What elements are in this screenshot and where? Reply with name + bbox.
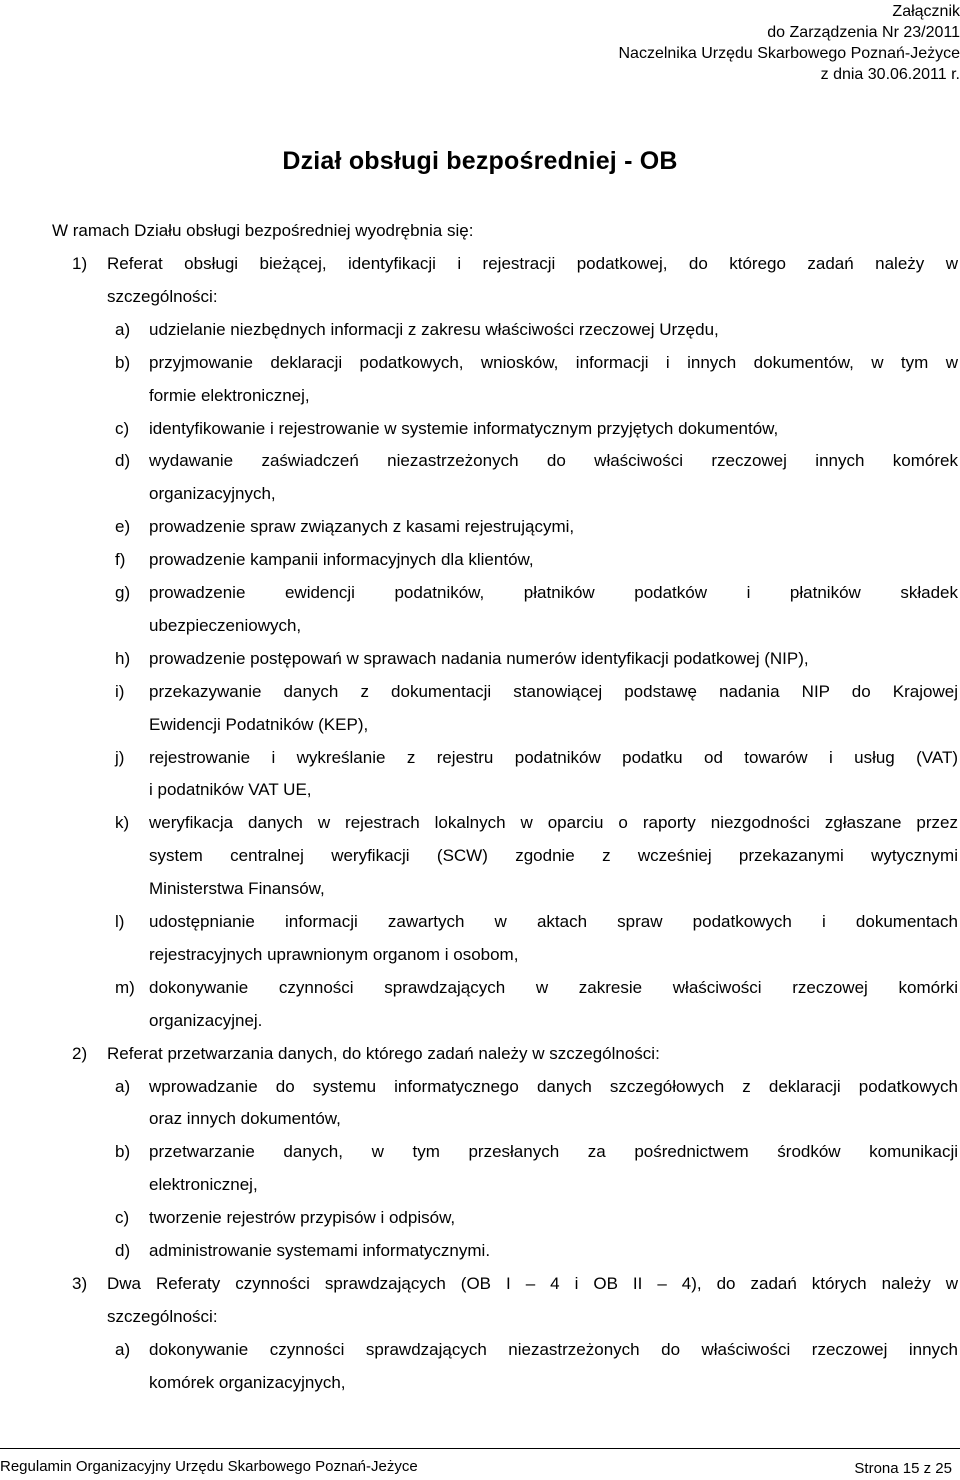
list-item-letter: a) bbox=[115, 1076, 131, 1096]
section-heading-line: Referat przetwarzania danych, do którego zadań należy w szczególności: bbox=[107, 1043, 660, 1063]
list-item-line: i podatników VAT UE, bbox=[149, 780, 312, 800]
list-item-line: komórek organizacyjnych, bbox=[149, 1372, 346, 1392]
list-item-line: rejestracyjnych uprawnionym organom i osobom, bbox=[149, 944, 519, 964]
list-item-line: ubezpieczeniowych, bbox=[149, 615, 302, 635]
list-item-line: organizacyjnej. bbox=[149, 1010, 263, 1030]
list-item-letter: b) bbox=[115, 352, 131, 372]
list-item-letter: d) bbox=[115, 1241, 131, 1260]
list-item-line: udzielanie niezbędnych informacji z zakresu właściwości rzeczowej Urzędu, bbox=[149, 319, 719, 339]
list-item-line: organizacyjnych, bbox=[149, 484, 276, 504]
list-item-letter: e) bbox=[115, 517, 131, 537]
page-title: Dział obsługi bezpośredniej - OB bbox=[282, 147, 678, 175]
header-line-4: z dnia 30.06.2011 r. bbox=[820, 66, 960, 83]
list-item-line: wydawanie zaświadczeń niezastrzeżonych do właściwości rzeczowej innych komórek bbox=[149, 451, 958, 471]
list-item-line: udostępnianie informacji zawartych w aktach spraw podatkowych i dokumentach bbox=[149, 912, 958, 931]
list-item-line: przyjmowanie deklaracji podatkowych, wniosków, informacji i innych dokumentów, w tym w bbox=[149, 352, 958, 372]
intro-paragraph: W ramach Działu obsługi bezpośredniej wyodrębnia się: bbox=[52, 221, 474, 240]
list-item-line: administrowanie systemami informatycznymi. bbox=[149, 1241, 491, 1260]
list-item-line: przekazywanie danych z dokumentacji stanowiącej podstawę nadania NIP do Krajowej bbox=[149, 681, 958, 701]
list-item-line: dokonywanie czynności sprawdzających niezastrzeżonych do właściwości rzeczowej innych bbox=[149, 1339, 958, 1359]
list-item-letter: l) bbox=[115, 912, 125, 931]
list-item-line: formie elektronicznej, bbox=[149, 385, 310, 405]
header-line-1: Załącznik bbox=[892, 3, 960, 20]
list-item-line: Ewidencji Podatników (KEP), bbox=[149, 714, 369, 734]
list-item-letter: d) bbox=[115, 451, 131, 471]
list-item-line: przetwarzanie danych, w tym przesłanych za pośrednictwem środków komunikacji bbox=[149, 1142, 958, 1162]
list-item-letter: c) bbox=[115, 1208, 130, 1228]
list-item-letter: f) bbox=[115, 550, 126, 570]
list-item-line: dokonywanie czynności sprawdzających w zakresie właściwości rzeczowej komórki bbox=[149, 977, 958, 997]
section-number: 1) bbox=[72, 254, 88, 273]
list-item-line: identyfikowanie i rejestrowanie w systemie informatycznym przyjętych dokumentów, bbox=[149, 418, 779, 438]
list-item-letter: a) bbox=[115, 1339, 131, 1359]
list-item-line: wprowadzanie do systemu informatycznego danych szczegółowych z deklaracji podatkowych bbox=[149, 1076, 958, 1096]
list-item-line: prowadzenie spraw związanych z kasami rejestrującymi, bbox=[149, 517, 575, 537]
footer-document-name: Regulamin Organizacyjny Urzędu Skarbowego Poznań-Jeżyce bbox=[0, 1458, 418, 1475]
list-item-letter: b) bbox=[115, 1142, 131, 1162]
list-item-letter: k) bbox=[115, 813, 130, 833]
list-item-letter: h) bbox=[115, 648, 131, 668]
list-item-letter: m) bbox=[115, 977, 135, 997]
list-item-line: oraz innych dokumentów, bbox=[149, 1109, 341, 1129]
list-item-line: prowadzenie postępowań w sprawach nadania numerów identyfikacji podatkowej (NIP), bbox=[149, 648, 809, 668]
list-item-line: prowadzenie kampanii informacyjnych dla klientów, bbox=[149, 550, 534, 570]
document-header bbox=[618, 0, 960, 85]
list-item-letter: c) bbox=[115, 418, 130, 438]
header-line-3: Naczelnika Urzędu Skarbowego Poznań-Jeżyce bbox=[618, 45, 960, 62]
section-heading-line: Dwa Referaty czynności sprawdzających (OB I – 4 i OB II – 4), do zadań których należy w bbox=[107, 1273, 958, 1293]
footer-page-number: Strona 15 z 25 bbox=[854, 1460, 952, 1477]
list-item-line: elektronicznej, bbox=[149, 1175, 258, 1195]
list-item-line: rejestrowanie i wykreślanie z rejestru podatników podatku od towarów i usług (VAT) bbox=[149, 747, 958, 767]
header-line-2: do Zarządzenia Nr 23/2011 bbox=[767, 24, 960, 41]
footer-divider bbox=[0, 1448, 960, 1449]
section-number: 2) bbox=[72, 1043, 88, 1063]
list-item-letter: g) bbox=[115, 583, 131, 602]
list-item-line: tworzenie rejestrów przypisów i odpisów, bbox=[149, 1208, 456, 1228]
list-item-letter: j) bbox=[115, 747, 125, 767]
list-item-line: Ministerstwa Finansów, bbox=[149, 879, 325, 899]
list-item-line: prowadzenie ewidencji podatników, płatników podatków i płatników składek bbox=[149, 583, 958, 602]
list-item-letter: i) bbox=[115, 681, 125, 701]
section-heading-line: Referat obsługi bieżącej, identyfikacji i rejestracji podatkowej, do którego zadań należy w bbox=[107, 254, 958, 273]
section-heading-line: szczególności: bbox=[107, 1306, 218, 1326]
list-item-line: system centralnej weryfikacji (SCW) zgodnie z wcześniej przekazanymi wytycznymi bbox=[149, 846, 958, 866]
section-heading-line: szczególności: bbox=[107, 286, 218, 306]
list-item-line: weryfikacja danych w rejestrach lokalnych w oparciu o raporty niezgodności zgłaszane przez bbox=[149, 813, 958, 833]
section-number: 3) bbox=[72, 1273, 88, 1293]
list-item-letter: a) bbox=[115, 319, 131, 339]
